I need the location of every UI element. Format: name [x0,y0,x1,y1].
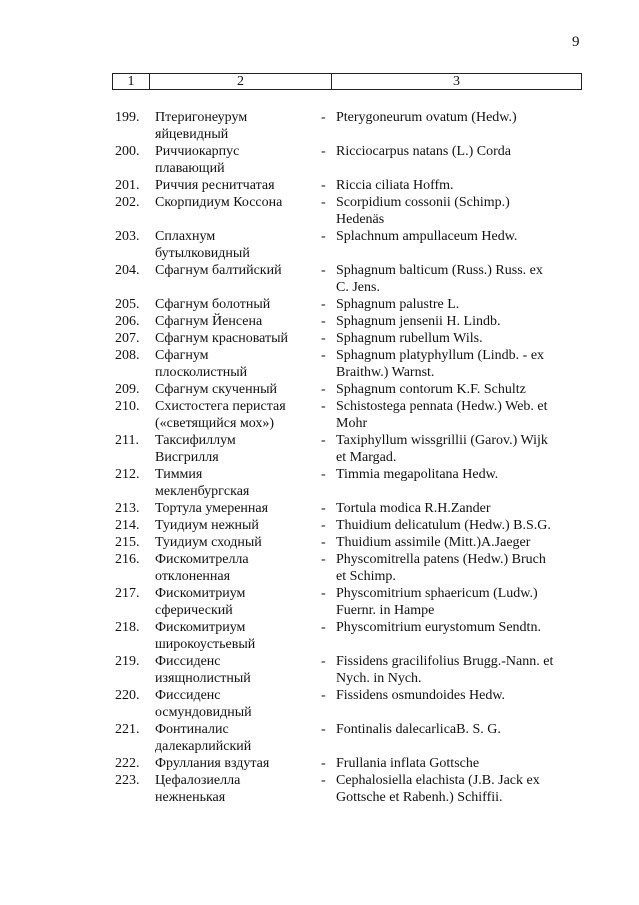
row-number: 205. [115,297,140,312]
species-row [0,772,639,806]
latin-name-line: Hedenäs [336,212,385,227]
russian-name-line: Птеригонеурум [155,110,248,125]
species-row [0,755,639,772]
latin-name-line: Riccia ciliata Hoffm. [336,178,454,193]
row-number: 211. [115,433,139,448]
separator-dash: - [321,314,326,329]
separator-dash: - [321,382,326,397]
row-number: 220. [115,688,140,703]
latin-name [336,398,578,432]
latin-name-line: Physcomitrium sphaericum (Ludw.) [336,586,538,601]
latin-name [336,687,578,704]
russian-name-line: Висгрилля [155,450,219,465]
row-number: 215. [115,535,140,550]
species-row [0,228,639,262]
russian-name-line: бутылковидный [155,246,250,261]
latin-name-line: Braithw.) Warnst. [336,365,435,380]
row-number: 223. [115,773,140,788]
header-col-1: 1 [113,74,150,90]
latin-name-line: Physcomitrella patens (Hedw.) Bruch [336,552,546,567]
row-number: 217. [115,586,140,601]
separator-dash: - [321,620,326,635]
row-number: 201. [115,178,140,193]
species-row [0,534,639,551]
species-row [0,381,639,398]
latin-name [336,432,578,466]
row-number: 203. [115,229,140,244]
latin-name [336,500,578,517]
russian-name [155,517,315,534]
latin-name-line: Sphagnum contorum K.F. Schultz [336,382,526,397]
russian-name [155,687,315,721]
row-number: 219. [115,654,140,669]
russian-name-line: Тиммия [155,467,203,482]
separator-dash: - [321,552,326,567]
species-row [0,466,639,500]
latin-name [336,653,578,687]
russian-name-line: Сфагнум красноватый [155,331,289,346]
species-row [0,398,639,432]
latin-name [336,262,578,296]
latin-name-line: Ricciocarpus natans (L.) Corda [336,144,511,159]
row-number: 204. [115,263,140,278]
latin-name-line: Fuernr. in Hampe [336,603,435,618]
latin-name-line: Tortula modica R.H.Zander [336,501,491,516]
separator-dash: - [321,535,326,550]
row-number: 199. [115,110,140,125]
russian-name-line: яйцевидный [155,127,229,142]
russian-name-line: Туидиум нежный [155,518,259,533]
latin-name-line: Thuidium assimile (Mitt.)A.Jaeger [336,535,531,550]
latin-name [336,296,578,313]
species-row [0,262,639,296]
russian-name [155,500,315,517]
species-row [0,177,639,194]
latin-name [336,313,578,330]
separator-dash: - [321,195,326,210]
latin-name [336,330,578,347]
latin-name [336,721,578,738]
species-row [0,500,639,517]
separator-dash: - [321,688,326,703]
russian-name-line: Фискомитрелла [155,552,249,567]
russian-name-line: Фиссиденс [155,688,221,703]
header-col-2: 2 [150,74,332,90]
latin-name-line: Frullania inflata Gottsche [336,756,480,771]
separator-dash: - [321,178,326,193]
russian-name-line: сферический [155,603,233,618]
separator-dash: - [321,348,326,363]
russian-name-line: далекарлийский [155,739,252,754]
separator-dash: - [321,518,326,533]
latin-name [336,755,578,772]
latin-name [336,228,578,245]
species-row [0,194,639,228]
russian-name-line: широкоустьевый [155,637,256,652]
latin-name [336,517,578,534]
russian-name [155,194,315,211]
russian-name [155,109,315,143]
species-row [0,313,639,330]
latin-name-line: Sphagnum rubellum Wils. [336,331,483,346]
russian-name-line: Цефалозиелла [155,773,241,788]
russian-name [155,585,315,619]
species-row [0,721,639,755]
latin-name-line: Splachnum ampullaceum Hedw. [336,229,518,244]
latin-name [336,466,578,483]
latin-name-line: et Margad. [336,450,397,465]
species-row [0,347,639,381]
species-row [0,517,639,534]
russian-name [155,432,315,466]
russian-name-line: мекленбургская [155,484,250,499]
row-number: 213. [115,501,140,516]
separator-dash: - [321,331,326,346]
row-number: 202. [115,195,140,210]
separator-dash: - [321,756,326,771]
russian-name-line: Сплахнум [155,229,216,244]
latin-name-line: Thuidium delicatulum (Hedw.) B.S.G. [336,518,551,533]
russian-name [155,228,315,262]
latin-name-line: Cephalosiella elachista (J.B. Jack ex [336,773,540,788]
russian-name [155,721,315,755]
russian-name-line: осмундовидный [155,705,252,720]
latin-name-line: Timmia megapolitana Hedw. [336,467,499,482]
species-row [0,585,639,619]
latin-name [336,381,578,398]
latin-name-line: Sphagnum jensenii H. Lindb. [336,314,501,329]
russian-name [155,347,315,381]
latin-name [336,585,578,619]
separator-dash: - [321,229,326,244]
russian-name-line: Сфагнум скученный [155,382,277,397]
row-number: 218. [115,620,140,635]
row-number: 221. [115,722,140,737]
species-row [0,619,639,653]
russian-name [155,619,315,653]
russian-name [155,330,315,347]
separator-dash: - [321,110,326,125]
species-row [0,296,639,313]
russian-name [155,381,315,398]
russian-name-line: плосколистный [155,365,248,380]
russian-name-line: Фискомитриум [155,620,246,635]
russian-name [155,534,315,551]
row-number: 214. [115,518,140,533]
latin-name [336,551,578,585]
latin-name-line: Fissidens gracilifolius Brugg.-Nann. et [336,654,554,669]
russian-name-line: Туидиум сходный [155,535,262,550]
russian-name-line: Риччиокарпус [155,144,240,159]
russian-name-line: Фискомитриум [155,586,246,601]
row-number: 222. [115,756,140,771]
separator-dash: - [321,399,326,414]
separator-dash: - [321,501,326,516]
russian-name-line: Сфагнум болотный [155,297,271,312]
separator-dash: - [321,654,326,669]
latin-name [336,534,578,551]
row-number: 210. [115,399,140,414]
page-number: 9 [572,34,580,50]
russian-name-line: отклоненная [155,569,231,584]
russian-name [155,262,315,279]
russian-name [155,313,315,330]
russian-name-line: Сфагнум [155,348,209,363]
species-row [0,109,639,143]
russian-name-line: Таксифиллум [155,433,236,448]
latin-name [336,772,578,806]
russian-name [155,772,315,806]
latin-name-line: Sphagnum platyphyllum (Lindb. - ex [336,348,545,363]
species-row [0,432,639,466]
separator-dash: - [321,433,326,448]
russian-name [155,653,315,687]
latin-name-line: Nych. in Nych. [336,671,422,686]
species-row [0,653,639,687]
separator-dash: - [321,467,326,482]
russian-name [155,551,315,585]
russian-name-line: Фонтиналис [155,722,229,737]
russian-name [155,466,315,500]
latin-name-line: Sphagnum balticum (Russ.) Russ. ex [336,263,543,278]
latin-name [336,143,578,160]
latin-name-line: Taxiphyllum wissgrillii (Garov.) Wijk [336,433,548,448]
russian-name-line: Фруллания вздутая [155,756,270,771]
russian-name-line: Риччия реснитчатая [155,178,275,193]
latin-name [336,177,578,194]
latin-name-line: Fontinalis dalecarlicaB. S. G. [336,722,501,737]
row-number: 209. [115,382,140,397]
russian-name-line: Тортула умеренная [155,501,269,516]
latin-name [336,347,578,381]
russian-name [155,177,315,194]
latin-name-line: Sphagnum palustre L. [336,297,460,312]
russian-name [155,296,315,313]
column-header-table [112,73,582,90]
latin-name-line: C. Jens. [336,280,380,295]
latin-name-line: Gottsche et Rabenh.) Schiffii. [336,790,503,805]
latin-name-line: Mohr [336,416,368,431]
latin-name-line: Fissidens osmundoides Hedw. [336,688,506,703]
species-row [0,143,639,177]
russian-name-line: Схистостега перистая [155,399,286,414]
latin-name-line: Schistostega pennata (Hedw.) Web. et [336,399,548,414]
latin-name [336,194,578,228]
separator-dash: - [321,773,326,788]
russian-name-line: Скорпидиум Коссона [155,195,283,210]
separator-dash: - [321,144,326,159]
separator-dash: - [321,263,326,278]
russian-name [155,143,315,177]
russian-name-line: («светящийся мох») [155,416,275,431]
separator-dash: - [321,586,326,601]
row-number: 212. [115,467,140,482]
latin-name-line: et Schimp. [336,569,396,584]
latin-name-line: Scorpidium cossonii (Schimp.) [336,195,510,210]
separator-dash: - [321,722,326,737]
russian-name-line: нежненькая [155,790,226,805]
russian-name [155,398,315,432]
russian-name-line: плавающий [155,161,225,176]
species-row [0,687,639,721]
latin-name-line: Pterygoneurum ovatum (Hedw.) [336,110,517,125]
russian-name-line: Сфагнум балтийский [155,263,282,278]
species-row [0,551,639,585]
separator-dash: - [321,297,326,312]
russian-name-line: изящнолистный [155,671,251,686]
russian-name [155,755,315,772]
species-row [0,330,639,347]
russian-name-line: Сфагнум Йенсена [155,314,263,329]
row-number: 207. [115,331,140,346]
species-list [0,109,639,806]
latin-name [336,619,578,636]
row-number: 208. [115,348,140,363]
latin-name-line: Physcomitrium eurystomum Sendtn. [336,620,541,635]
russian-name-line: Фиссиденс [155,654,221,669]
header-col-3: 3 [332,74,582,90]
row-number: 206. [115,314,140,329]
row-number: 216. [115,552,140,567]
latin-name [336,109,578,126]
row-number: 200. [115,144,140,159]
